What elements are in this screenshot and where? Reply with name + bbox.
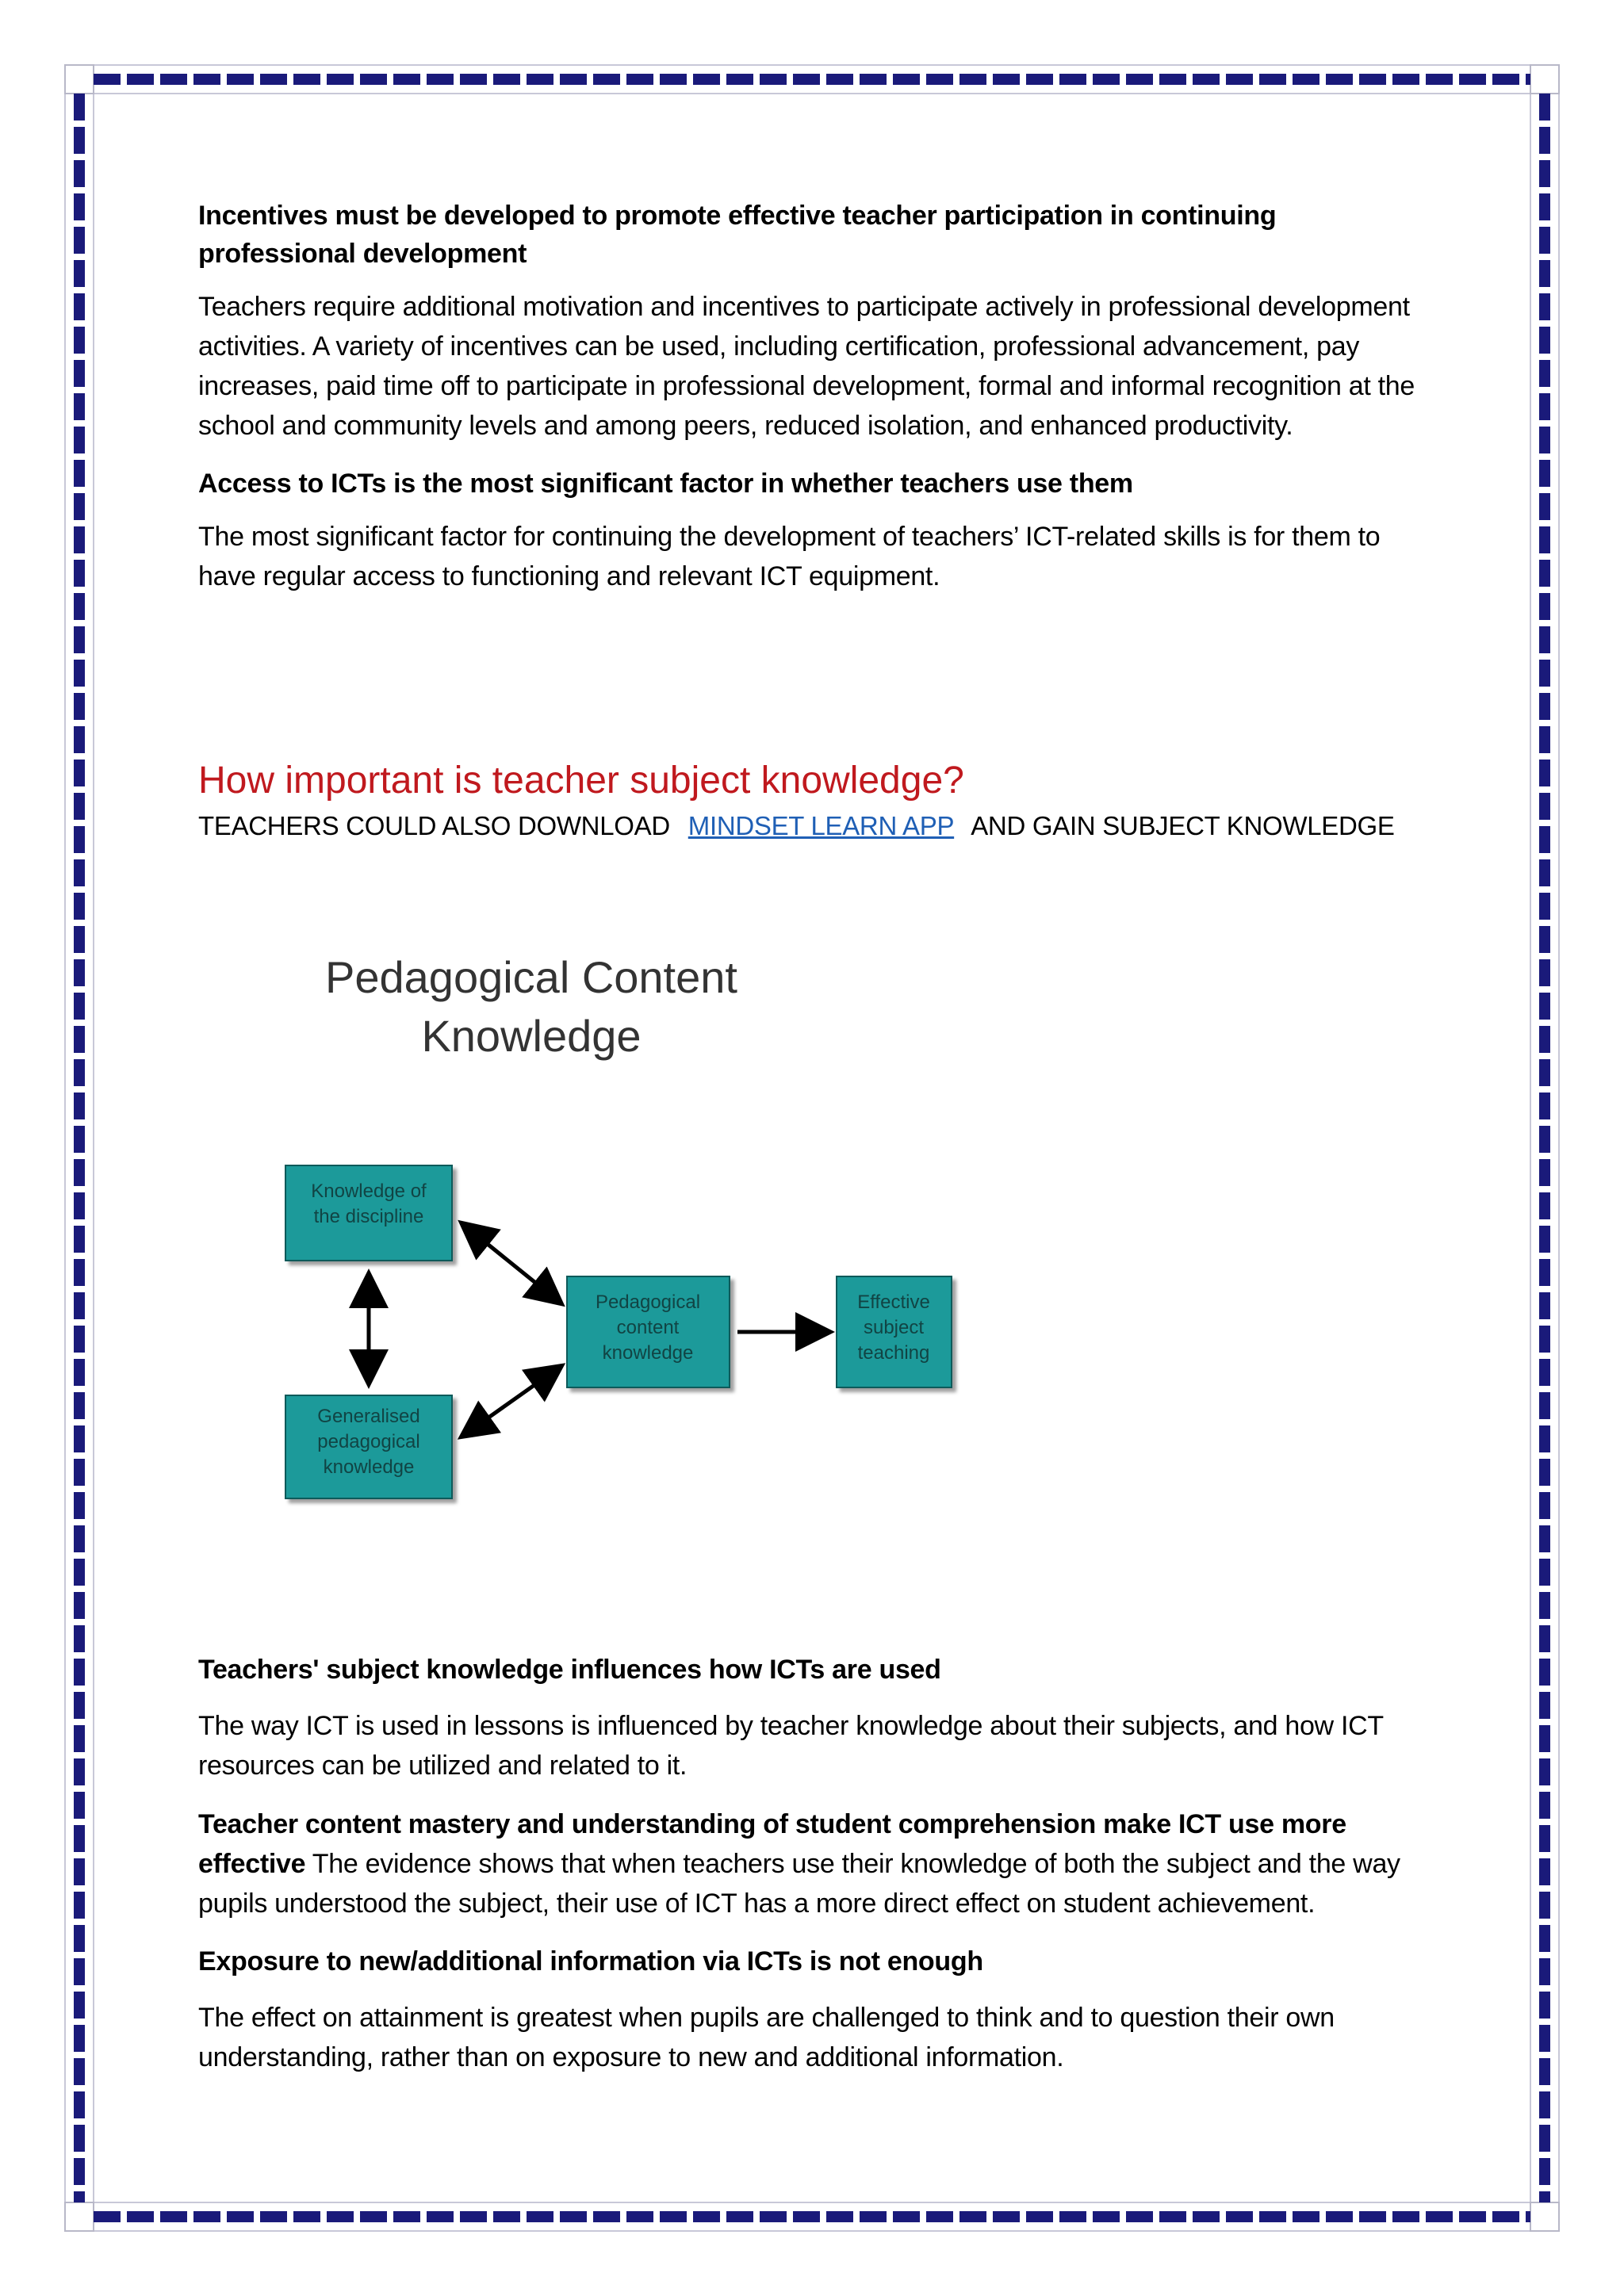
paragraph-incentives: Teachers require additional motivation and incentives to participate actively in professional development activities. A variety of incentives can be used, including certification, professional advancement, pay increases, paid time off to participate in professional development, formal and informal recognition at the school and community levels and among peers, reduced isolation, and enhanced productivity.: [198, 292, 1415, 441]
box-general-line3: knowledge: [323, 1456, 415, 1478]
heading-exposure: Exposure to new/additional information via ICTs is not enough: [198, 1946, 983, 1976]
mindset-learn-app-link[interactable]: MINDSET LEARN APP: [688, 811, 955, 840]
download-suffix: AND GAIN SUBJECT KNOWLEDGE: [971, 811, 1395, 840]
heading-incentives: Incentives must be developed to promote effective teacher participation in continuing professional development: [198, 201, 1277, 269]
box-general-line1: Generalised: [317, 1406, 420, 1427]
paragraph-exposure: The effect on attainment is greatest when pupils are challenged to think and to question their own understanding, rather than on exposure to new and additional information.: [198, 2003, 1335, 2072]
section-title: How important is teacher subject knowledge?: [198, 760, 964, 802]
box-effective-line3: teaching: [857, 1342, 930, 1364]
box-discipline-line1: Knowledge of: [311, 1181, 427, 1202]
top-content: [198, 197, 1435, 615]
box-general-line2: pedagogical: [317, 1431, 420, 1452]
box-pck-line1: Pedagogical: [595, 1292, 701, 1313]
body-content-mastery: The evidence shows that when teachers use their knowledge of both the subject and the way pupils understood the subject, their use of ICT has a more direct effect on student achievement.: [198, 1849, 1400, 1919]
box-effective-line1: Effective: [857, 1292, 930, 1313]
arrow-discipline-pck: [464, 1225, 559, 1302]
pck-diagram: [270, 936, 1063, 1554]
box-pck-line3: knowledge: [602, 1342, 694, 1364]
box-effective-line2: subject: [863, 1317, 925, 1338]
heading-access: Access to ICTs is the most significant factor in whether teachers use them: [198, 469, 1133, 499]
arrow-general-pck: [464, 1368, 559, 1435]
heading-content-mastery: Teacher content mastery and understanding of student comprehension make ICT use more effective: [198, 1809, 1346, 1879]
download-prefix: TEACHERS COULD ALSO DOWNLOAD: [198, 811, 670, 840]
download-line: [198, 809, 1395, 844]
box-discipline-line2: the discipline: [313, 1206, 424, 1227]
diagram-title-line2: Knowledge: [421, 1011, 642, 1061]
diagram-title-line1: Pedagogical Content: [325, 952, 737, 1002]
bottom-content: [198, 1651, 1451, 2096]
paragraph-subject-knowledge: The way ICT is used in lessons is influenced by teacher knowledge about their subjects, and how ICT resources can be utilized and related to it.: [198, 1711, 1384, 1781]
heading-subject-knowledge: Teachers' subject knowledge influences how ICTs are used: [198, 1655, 941, 1685]
paragraph-content-mastery: [198, 1804, 1451, 1923]
box-pck-line2: content: [616, 1317, 680, 1338]
paragraph-access: The most significant factor for continuing the development of teachers’ ICT-related skills is for them to have regular access to functioning and relevant ICT equipment.: [198, 522, 1381, 591]
